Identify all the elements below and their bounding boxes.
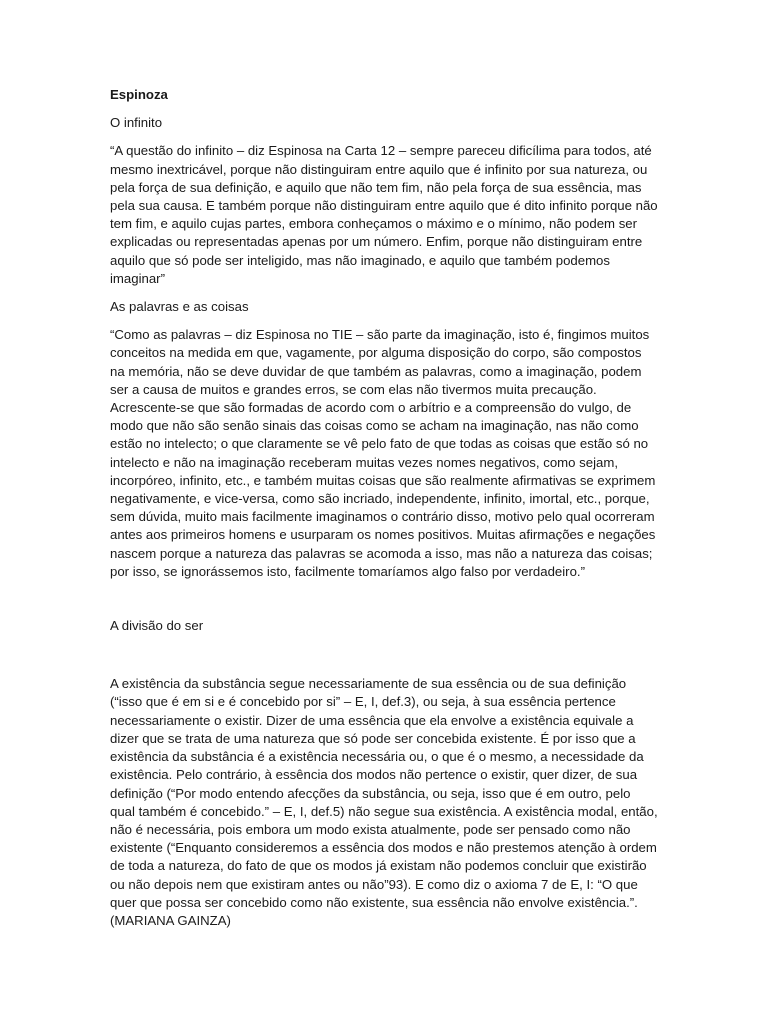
document-title: Espinoza: [110, 87, 168, 102]
section-paragraph-divisao: A existência da substância segue necessariamente de sua essência ou de sua definição (“isso que é em si e é concebido por si” – E, I, def.3), ou seja, à sua essência pertence necessariamente o existir. Dizer de uma essência que ela envolve a existência equivale a dizer que se trata de uma natureza que só pode ser concebida existente. É por isso que a existência da substância é a existência necessária ou, o que é o mesmo, a necessidade da existência. Pelo contrário, à essência dos modos não pertence o existir, quer dizer, de sua definição (“Por modo entendo afecções da substância, ou seja, isso que é em outro, pelo qual também é concebido.” – E, I, def.5) não segue sua existência. A existência modal, então, não é necessária, pois embora um modo exista atualmente, pode ser pensado como não existente (“Enquanto consideremos a essência dos modos e não prestemos atenção à ordem de toda a natureza, do fato de que os modos já existam não podemos concluir que existirão ou não depois nem que existiram antes ou não”93). E como diz o axioma 7 de E, I: “O que quer que possa ser concebido como não existente, sua essência não envolve existência.”. (MARIANA GAINZA): [110, 676, 658, 928]
section-paragraph-palavras: “Como as palavras – diz Espinosa no TIE – são parte da imaginação, isto é, fingimos muitos conceitos na medida em que, vagamente, por alguma disposição do corpo, são compostos na memória, não se deve duvidar de que também as palavras, como a imaginação, podem ser a causa de muitos e grandes erros, se com elas não tivermos muita precaução. Acrescente-se que são formadas de acordo com o arbítrio e a compreensão do vulgo, de modo que não são senão sinais das coisas como se acham na imaginação, nas não como estão no intelecto; o que claramente se vê pelo fato de que todas as coisas que estão só no intelecto e não na imaginação receberam muitas vezes nomes negativos, como sejam, incorpóreo, infinito, etc., e também muitas coisas que são realmente afirmativas se exprimem negativamente, e vice-versa, como são incriado, independente, infinito, imortal, etc., porque, sem dúvida, muito mais facilmente imaginamos o contrário disso, motivo pelo qual ocorreram antes aos primeiros homens e usurparam os nomes positivos. Muitas afirmações e negações nascem porque a natureza das palavras se acomoda a isso, mas não a natureza das coisas; por isso, se ignorássemos isto, facilmente tomaríamos algo falso por verdadeiro.”: [110, 327, 656, 579]
document-page: [110, 86, 658, 940]
section-paragraph-infinito: “A questão do infinito – diz Espinosa na Carta 12 – sempre pareceu dificílima para todos, até mesmo inextricável, porque não distinguiram entre aquilo que é infinito por sua natureza, ou pela força de sua definição, e aquilo que não tem fim, não pela força de sua essência, mas pela sua causa. E também porque não distinguiram entre aquilo que é dito infinito porque não tem fim, e aquilo cujas partes, embora conheçamos o máximo e o mínimo, não podem ser explicadas ou representadas apenas por um número. Enfim, porque não distinguiram entre aquilo que só pode ser inteligido, mas não imaginado, e aquilo que também podemos imaginar”: [110, 143, 658, 286]
spacer: [110, 645, 658, 675]
spacer: [110, 591, 658, 617]
section-heading-divisao: A divisão do ser: [110, 618, 204, 634]
section-heading-palavras: As palavras e as coisas: [110, 299, 249, 315]
section-heading-infinito: O infinito: [110, 115, 163, 131]
